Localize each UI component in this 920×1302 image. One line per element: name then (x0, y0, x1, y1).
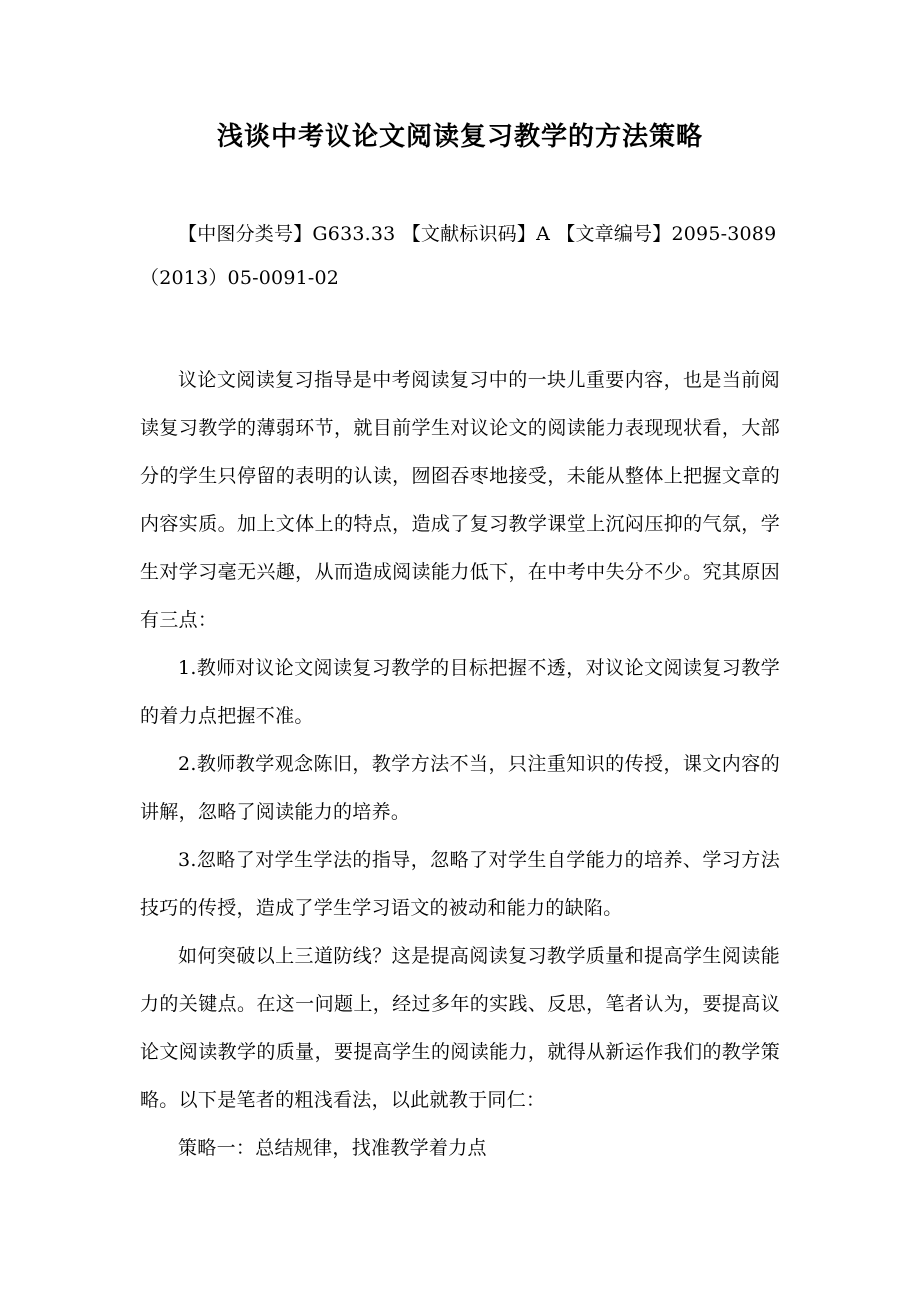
classification-info: 【中图分类号】G633.33 【文献标识码】A 【文章编号】2095-3089（2013）05-0091-02 (140, 223, 777, 289)
paragraph-intro: 议论文阅读复习指导是中考阅读复习中的一块儿重要内容，也是当前阅读复习教学的薄弱环节，就目前学生对议论文的阅读能力表现现状看，大部分的学生只停留的表明的认读，囫囵吞枣地接受，未能从整体上把握文章的内容实质。加上文体上的特点，造成了复习教学课堂上沉闷压抑的气氛，学生对学习毫无兴趣，从而造成阅读能力低下，在中考中失分不少。究其原因有三点： (140, 369, 780, 631)
document-title: 浅谈中考议论文阅读复习教学的方法策略 (216, 122, 703, 152)
section-heading-strategy-1: 策略一：总结规律，找准教学着力点 (178, 1137, 487, 1159)
paragraph-reason-1: 1.教师对议论文阅读复习教学的目标把握不透，对议论文阅读复习教学的着力点把握不准。 (140, 657, 780, 727)
paragraph-reason-3: 3.忽略了对学生学法的指导，忽略了对学生自学能力的培养、学习方法技巧的传授，造成了学生学习语文的被动和能力的缺陷。 (140, 849, 780, 919)
paragraph-reason-2: 2.教师教学观念陈旧，教学方法不当，只注重知识的传授，课文内容的讲解，忽略了阅读能力的培养。 (140, 753, 780, 823)
paragraph-question: 如何突破以上三道防线？这是提高阅读复习教学质量和提高学生阅读能力的关键点。在这一问题上，经过多年的实践、反思，笔者认为，要提高议论文阅读教学的质量，要提高学生的阅读能力，就得从新运作我们的教学策略。以下是笔者的粗浅看法，以此就教于同仁： (140, 945, 780, 1111)
document-body (140, 356, 780, 1172)
